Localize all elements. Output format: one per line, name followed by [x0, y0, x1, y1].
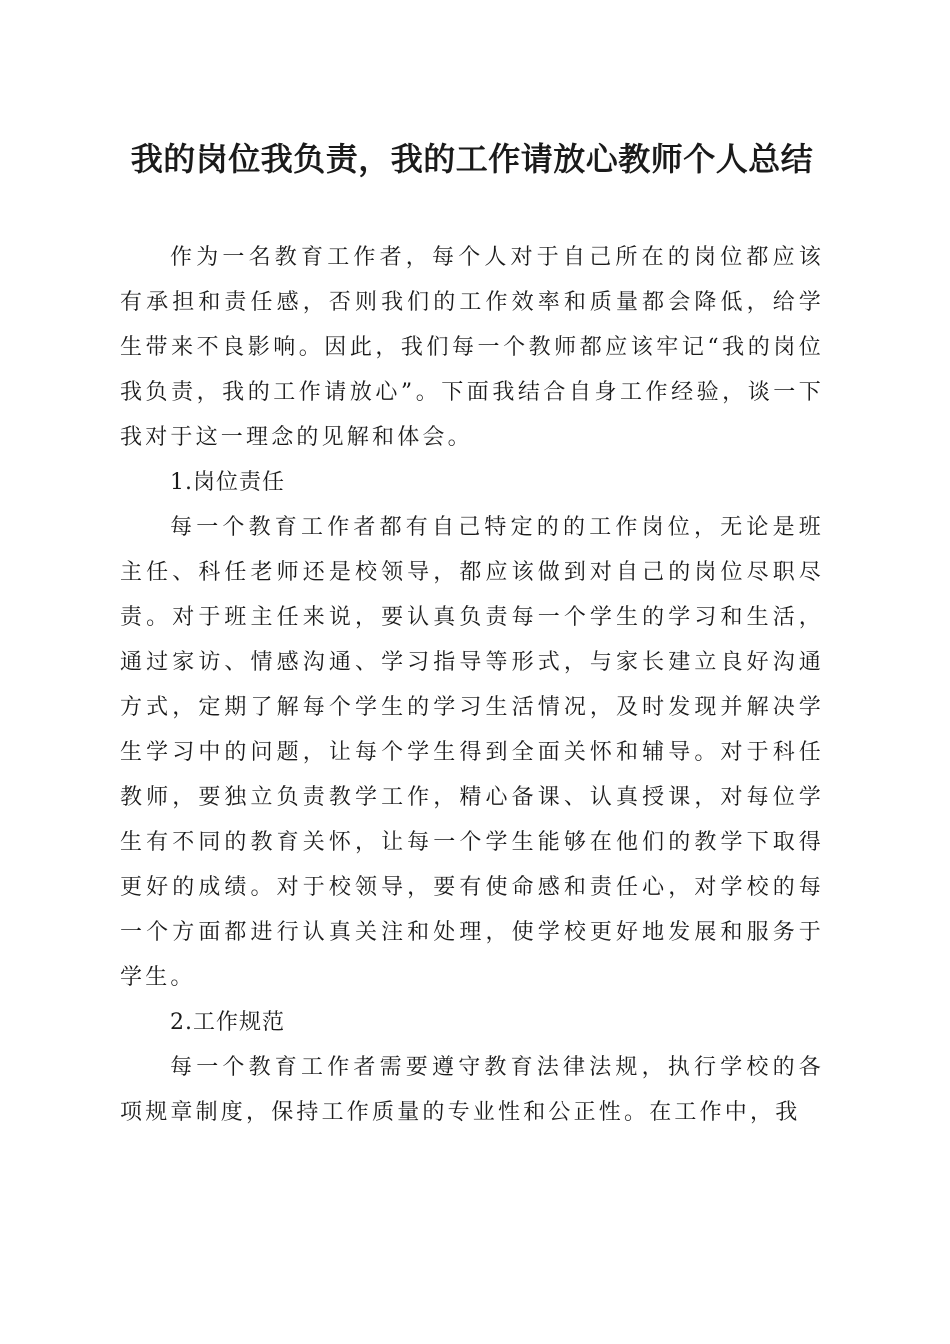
section-body-2: 每一个教育工作者需要遵守教育法律法规，执行学校的各项规章制度，保持工作质量的专业性和公正性。在工作中，我 — [120, 1055, 824, 1125]
document-page — [120, 135, 824, 1135]
section-body-1: 每一个教育工作者都有自己特定的的工作岗位，无论是班主任、科任老师还是校领导，都应该做到对自己的岗位尽职尽责。对于班主任来说，要认真负责每一个学生的学习和生活，通过家访、情感沟通、学习指导等形式，与家长建立良好沟通方式，定期了解每个学生的学习生活情况，及时发现并解决学生学习中的问题，让每个学生得到全面关怀和辅导。对于科任教师，要独立负责教学工作，精心备课、认真授课，对每位学生有不同的教育关怀，让每一个学生能够在他们的教学下取得更好的成绩。对于校领导，要有使命感和责任心，对学校的每一个方面都进行认真关注和处理，使学校更好地发展和服务于学生。 — [120, 515, 824, 990]
intro-paragraph: 作为一名教育工作者，每个人对于自己所在的岗位都应该有承担和责任感，否则我们的工作效率和质量都会降低，给学生带来不良影响。因此，我们每一个教师都应该牢记“我的岗位我负责，我的工作请放心”。下面我结合自身工作经验，谈一下我对于这一理念的见解和体会。 — [120, 245, 824, 450]
section-heading-1: 1.岗位责任 — [170, 470, 285, 495]
document-title: 我的岗位我负责，我的工作请放心教师个人总结 — [130, 140, 814, 178]
section-heading-2: 2.工作规范 — [170, 1010, 285, 1035]
